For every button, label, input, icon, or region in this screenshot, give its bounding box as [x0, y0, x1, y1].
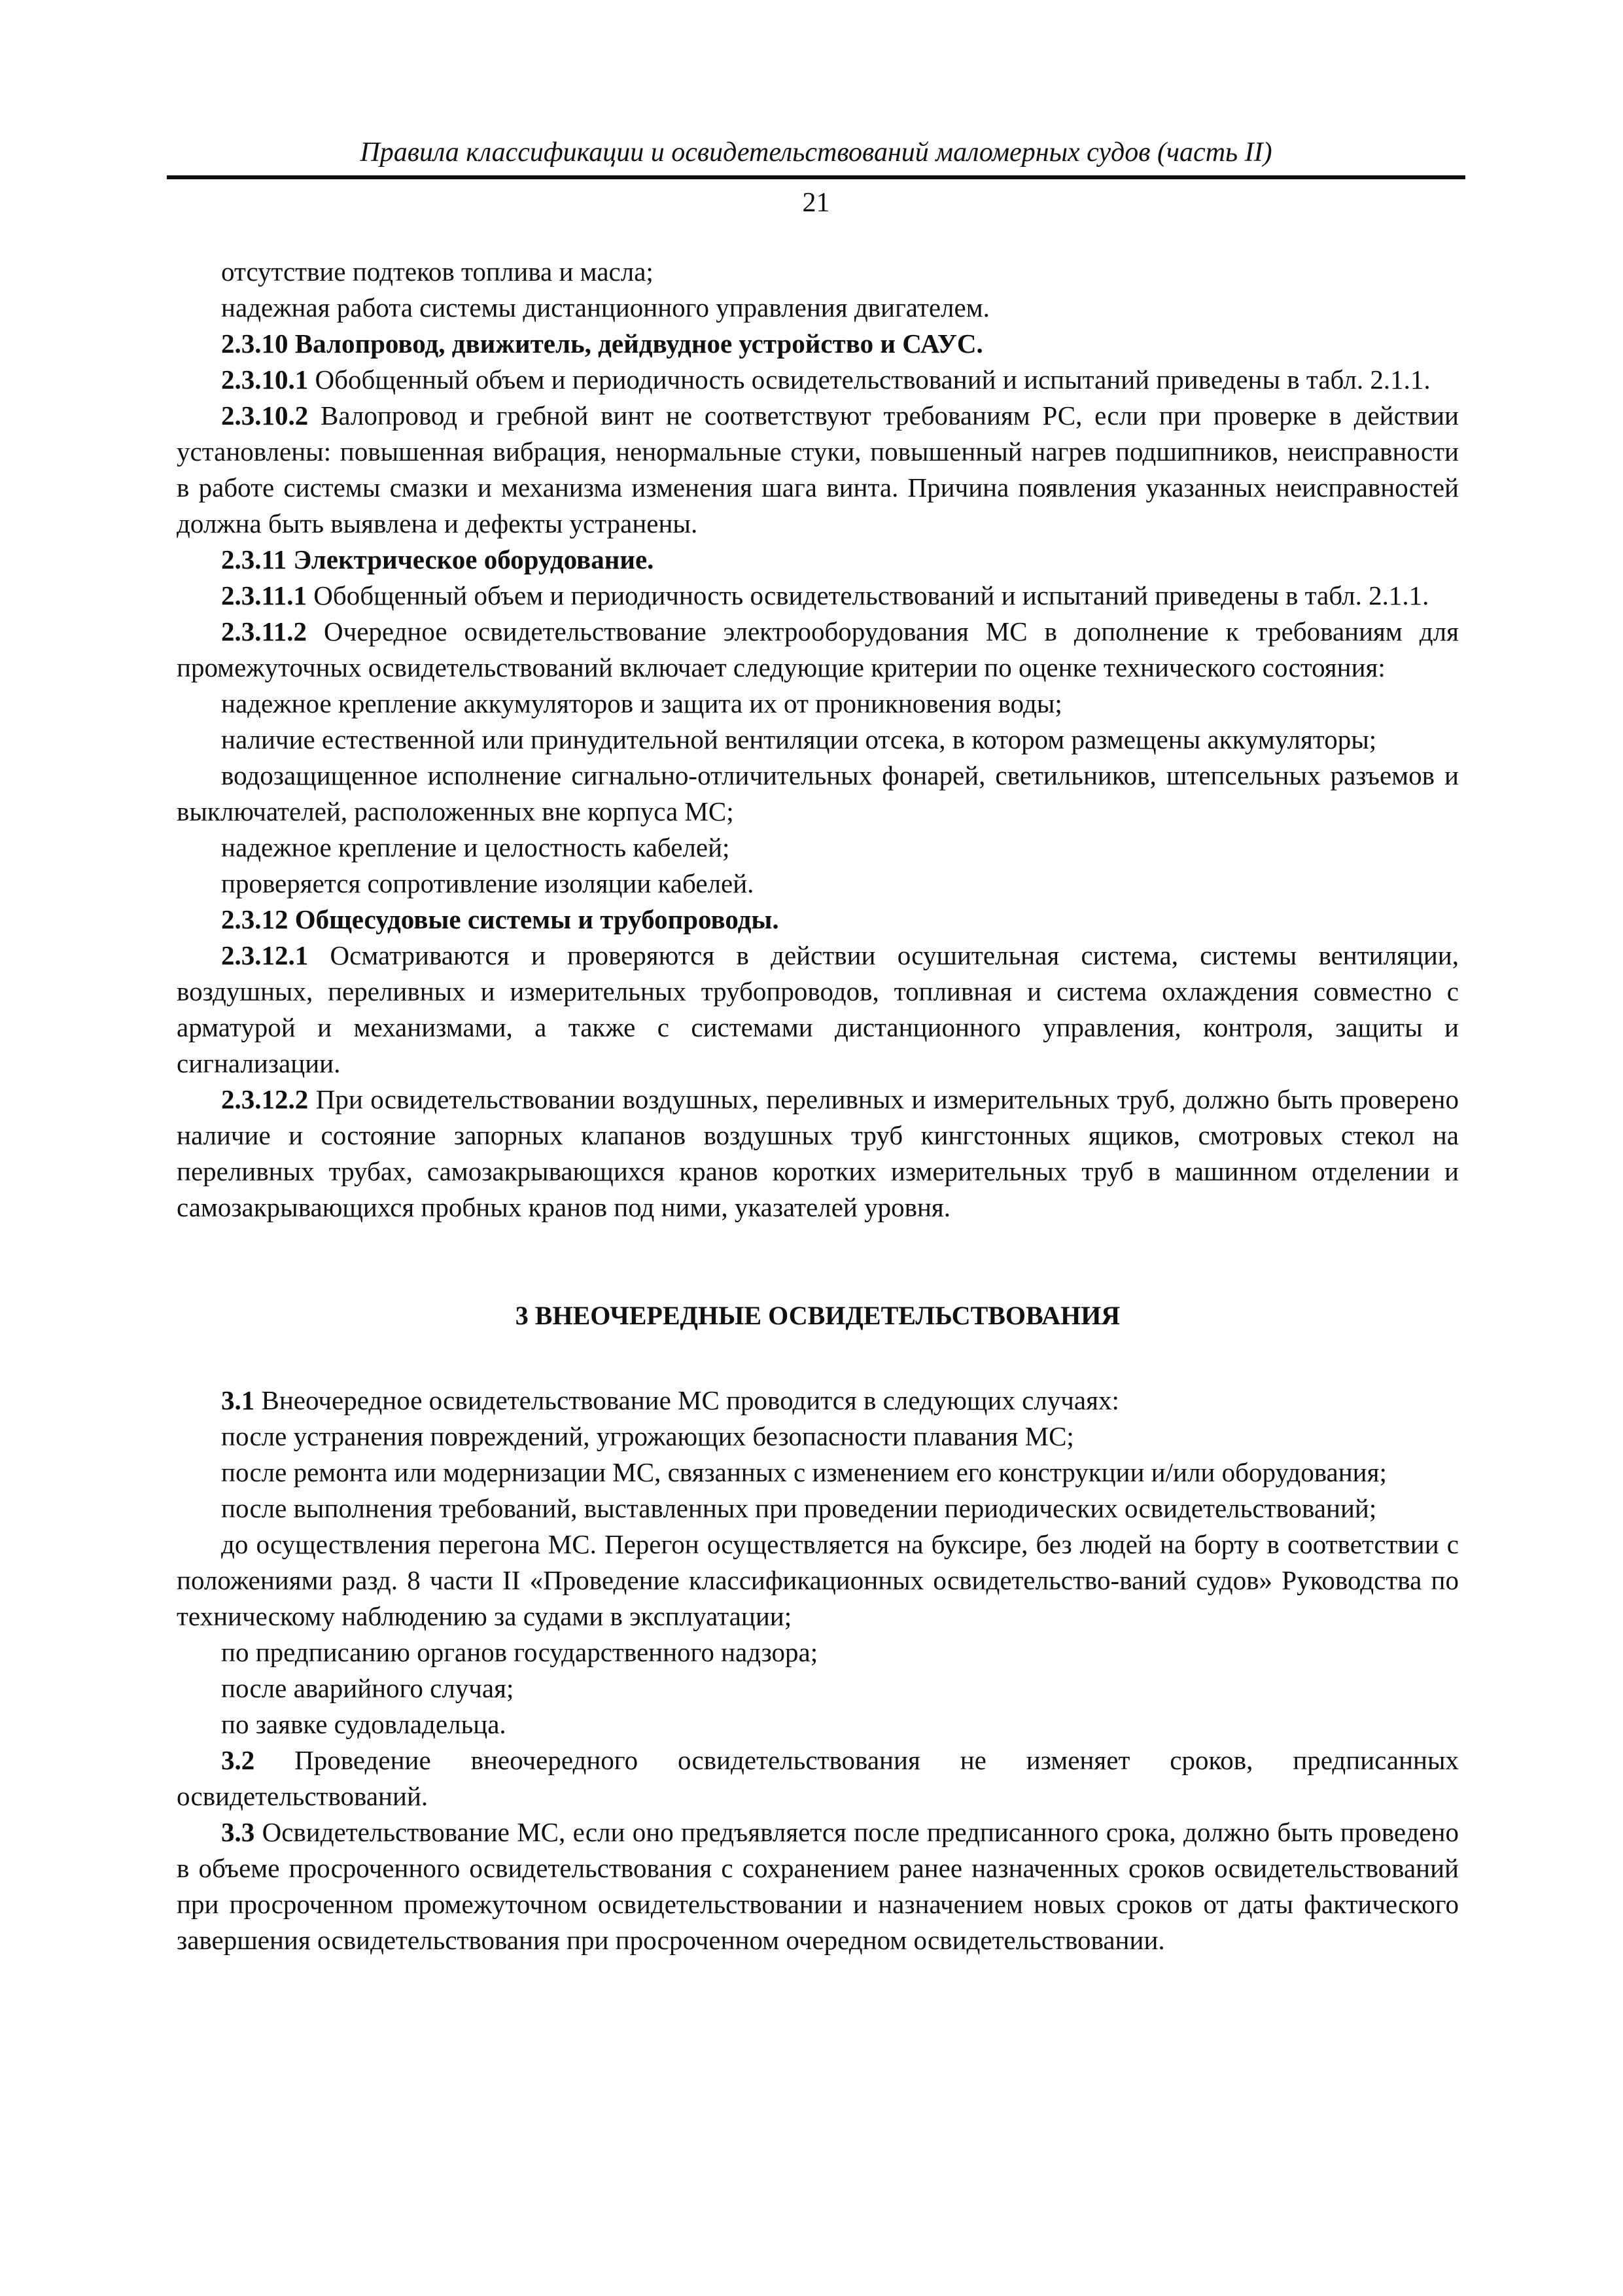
clause-number: 2.3.10.1: [221, 364, 309, 395]
list-item: после устранения повреждений, угрожающих безопасности плавания МС;: [221, 1421, 1074, 1451]
list-item: до осуществления перегона МС. Перегон осуществляется на буксире, без людей на борту в соответствии с положениями разд. 8 части II «Проведение классификационных освидетельство-ваний судов» Руководства по техническому наблюдению за судами в эксплуатации;: [177, 1529, 1459, 1631]
clause-2-3-11-1: [177, 578, 1459, 614]
running-header-title: Правила классификации и освидетельствований маломерных судов (часть II): [360, 137, 1272, 168]
clause-number: 2.3.11.2: [221, 616, 307, 646]
clause-text: Обобщенный объем и периодичность освидетельствований и испытаний приведены в табл. 2.1.1.: [308, 364, 1431, 395]
header-rule: [167, 175, 1465, 179]
chapter-title-3: 3 ВНЕОЧЕРЕДНЫЕ ОСВИДЕТЕЛЬСТВОВАНИЯ: [515, 1301, 1121, 1330]
clause-number: 3.3: [221, 1817, 255, 1847]
clause-number: 3.2: [221, 1745, 255, 1775]
clause-number: 2.3.11.1: [221, 580, 307, 610]
clause-text: Внеочередное освидетельствование МС проводится в следующих случаях:: [254, 1385, 1119, 1415]
list-item: после ремонта или модернизации МС, связанных с изменением его конструкции и/или оборудования;: [221, 1457, 1387, 1487]
clause-2-3-11-2: [177, 614, 1459, 686]
list-item: надежное крепление аккумуляторов и защита их от проникновения воды;: [221, 688, 1062, 718]
section-heading-2-3-11: 2.3.11 Электрическое оборудование.: [221, 544, 654, 574]
clause-3-2: [177, 1742, 1459, 1814]
paragraph: отсутствие подтеков топлива и масла;: [221, 256, 654, 287]
page-number: 21: [802, 188, 830, 218]
clause-2-3-12-1: [177, 938, 1459, 1082]
clause-text: При освидетельствовании воздушных, переливных и измерительных труб, должно быть проверено наличие и состояние запорных клапанов воздушных труб кингстонных ящиков, смотровых стекол на переливных трубах, самозакрывающихся кранов коротких измерительных труб в машинном отделении и самозакрывающихся пробных кранов под ними, указателей уровня.: [177, 1084, 1459, 1222]
section-heading-2-3-10: 2.3.10 Валопровод, движитель, дейдвудное устройство и САУС.: [221, 328, 983, 359]
list-item: наличие естественной или принудительной вентиляции отсека, в котором размещены аккумуляторы;: [221, 724, 1377, 754]
clause-text: Освидетельствование МС, если оно предъявляется после предписанного срока, должно быть проведено в объеме просроченного освидетельствования с сохранением ранее назначенных сроков освидетельствований при просроченном промежуточном освидетельствовании и назначением новых сроков от даты фактического завершения освидетельствования при просроченном очередном освидетельствовании.: [177, 1817, 1459, 1955]
clause-text: Валопровод и гребной винт не соответствуют требованиям РС, если при проверке в действии установлены: повышенная вибрация, ненормальные стуки, повышенный нагрев подшипников, неисправности в работе системы смазки и механизма изменения шага винта. Причина появления указанных неисправностей должна быть выявлена и дефекты устранены.: [177, 400, 1459, 539]
list-item: после аварийного случая;: [221, 1673, 514, 1703]
clause-number: 3.1: [221, 1385, 255, 1415]
clause-3-3: [177, 1814, 1459, 1958]
list-item: по предписанию органов государственного надзора;: [221, 1637, 818, 1667]
paragraph: надежная работа системы дистанционного управления двигателем.: [221, 292, 990, 323]
clause-number: 2.3.12.2: [221, 1084, 309, 1114]
list-item: по заявке судовладельца.: [221, 1709, 506, 1739]
list-item: проверяется сопротивление изоляции кабелей.: [221, 868, 754, 898]
section-heading-2-3-12: 2.3.12 Общесудовые системы и трубопроводы.: [221, 904, 779, 934]
clause-3-1: [177, 1383, 1459, 1419]
clause-2-3-10-1: [177, 362, 1459, 398]
clause-text: Проведение внеочередного освидетельствования не изменяет сроков, предписанных освидетельствований.: [177, 1745, 1459, 1811]
document-body: [177, 254, 1459, 1958]
clause-text: Обобщенный объем и периодичность освидетельствований и испытаний приведены в табл. 2.1.1.: [307, 580, 1429, 610]
clause-number: 2.3.12.1: [221, 940, 309, 970]
list-item: надежное крепление и целостность кабелей;: [221, 832, 730, 862]
list-item: после выполнения требований, выставленных при проведении периодических освидетельствований;: [221, 1493, 1377, 1523]
clause-text: Очередное освидетельствование электрооборудования МС в дополнение к требованиям для промежуточных освидетельствований включает следующие критерии по оценке технического состояния:: [177, 616, 1459, 682]
clause-text: Осматриваются и проверяются в действии осушительная система, системы вентиляции, воздушных, переливных и измерительных трубопроводов, топливная и система охлаждения совместно с арматурой и механизмами, а также с системами дистанционного управления, контроля, защиты и сигнализации.: [177, 940, 1459, 1078]
clause-2-3-12-2: [177, 1082, 1459, 1226]
clause-number: 2.3.10.2: [221, 400, 309, 431]
list-item: водозащищенное исполнение сигнально-отличительных фонарей, светильников, штепсельных разъемов и выключателей, расположенных вне корпуса МС;: [177, 760, 1459, 826]
clause-2-3-10-2: [177, 398, 1459, 542]
